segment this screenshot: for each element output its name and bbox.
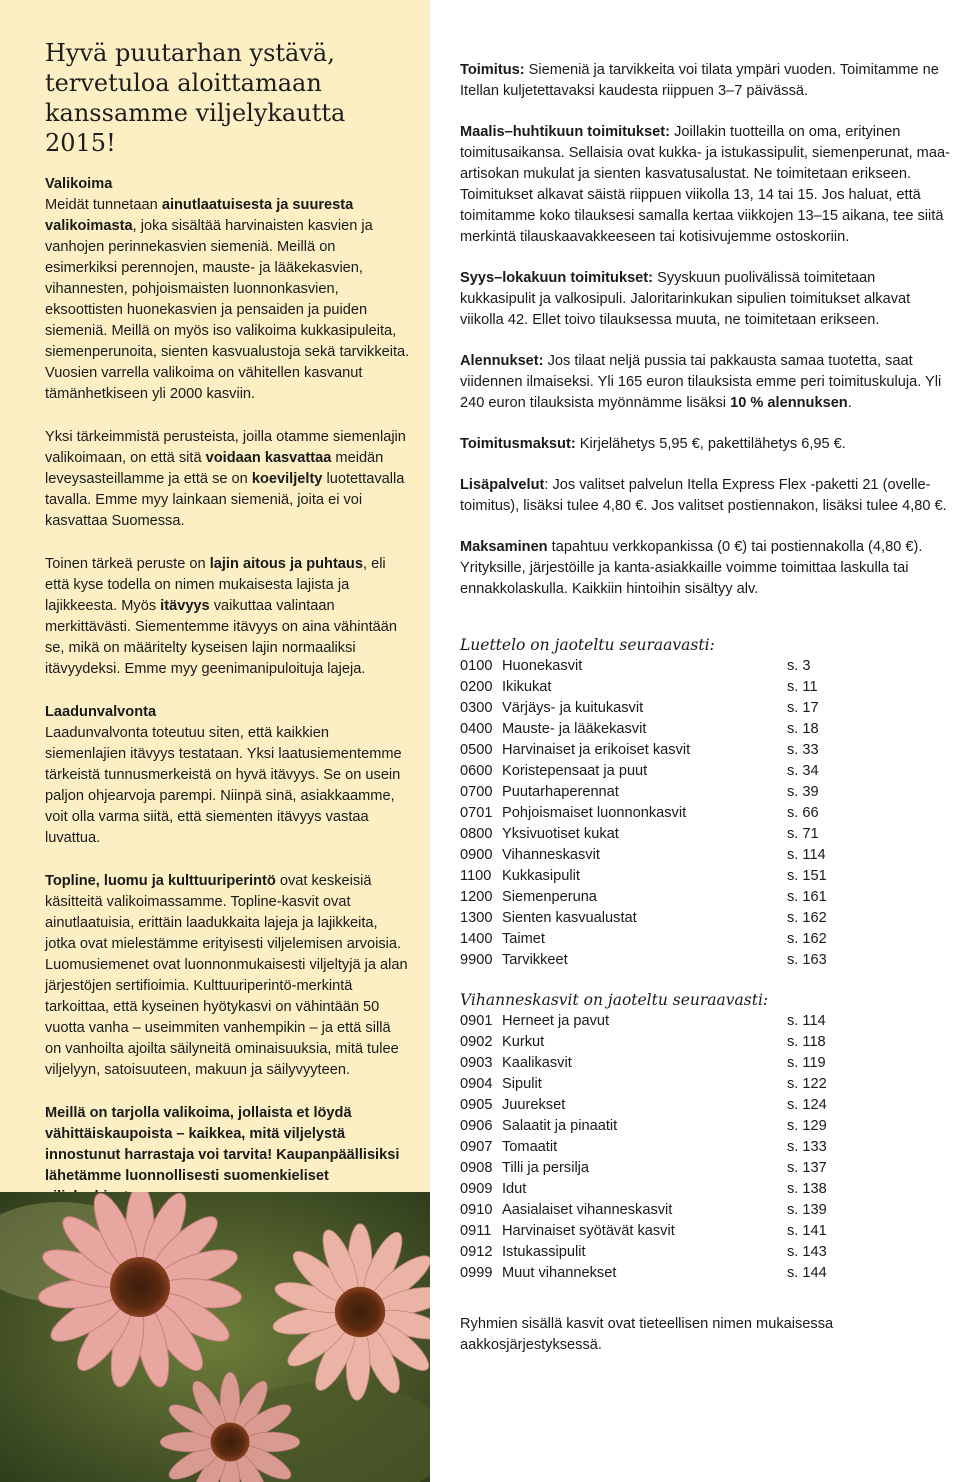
list-item-name: Pohjoismaiset luonnonkasvit <box>502 805 687 821</box>
list-item-code: 0907 <box>460 1139 493 1155</box>
list-item-name: Harvinaiset syötävät kasvit <box>502 1223 675 1239</box>
list-item-page: s. 144 <box>787 1265 827 1281</box>
list-item-code: 0200 <box>460 679 493 695</box>
list-item-code: 0600 <box>460 763 493 779</box>
list-item-name: Salaatit ja pinaatit <box>502 1118 618 1134</box>
list-item-code: 0700 <box>460 784 493 800</box>
list-item-page: s. 71 <box>787 826 819 842</box>
list-item-code: 0701 <box>460 805 493 821</box>
list-item <box>460 1263 837 1284</box>
list-item-name: Vihanneskasvit <box>502 847 600 863</box>
list-item <box>460 908 837 929</box>
list-item-code: 0902 <box>460 1034 493 1050</box>
list-item-page: s. 137 <box>787 1160 827 1176</box>
emphasis: itävyys <box>160 598 210 614</box>
text: : Jos valitset palvelun Itella Express Flex -paketti 21 (ovelle-toimitus), lisäksi tulee 4,80 €. Jos valitset postiennakon, lisäksi tulee 4,80 €. <box>460 477 947 514</box>
list-item-name: Idut <box>502 1181 527 1197</box>
list-item-page: s. 33 <box>787 742 819 758</box>
list-item-code: 0903 <box>460 1055 493 1071</box>
list-item-code: 9900 <box>460 952 493 968</box>
list-item-name: Tilli ja persilja <box>502 1160 590 1176</box>
list-item-code: 0901 <box>460 1013 493 1029</box>
list-item-name: Siemenperuna <box>502 889 597 905</box>
list-item-code: 0300 <box>460 700 493 716</box>
list-item-code: 0900 <box>460 847 493 863</box>
valikoima-heading: Valikoima <box>45 176 113 192</box>
list-item-name: Juurekset <box>502 1097 566 1113</box>
text: tapahtuu verkkopankissa (0 €) tai postiennakolla (4,80 €). Yrityksille, järjestöille ja kanta-asiakkaille voimme toimittaa laskulla tai ennakkolaskulla. Kaikkiin hintoihin sisältyy alv. <box>460 539 923 597</box>
list-item-page: s. 118 <box>787 1034 826 1050</box>
list-item-code: 1400 <box>460 931 493 947</box>
left-column <box>45 38 410 1230</box>
list-item-code: 0999 <box>460 1265 493 1281</box>
text: Meidät tunnetaan <box>45 197 162 213</box>
text: . <box>847 395 852 411</box>
alennukset-section <box>460 351 950 414</box>
maalis-section <box>460 122 950 248</box>
list-item-name: Mauste- ja lääkekasvit <box>502 721 647 737</box>
list-item <box>460 1095 837 1116</box>
list-item-page: s. 114 <box>787 847 826 863</box>
page-title <box>45 38 410 158</box>
list-item-name: Aasialaiset vihanneskasvit <box>502 1202 673 1218</box>
list-item-page: s. 18 <box>787 721 819 737</box>
list-item-page: s. 34 <box>787 763 819 779</box>
list-item <box>460 1053 837 1074</box>
list-item-code: 1100 <box>460 868 492 884</box>
list-item-name: Sienten kasvualustat <box>502 910 637 926</box>
valikoima-section <box>45 174 410 405</box>
syys-label: Syys–lokakuun toimitukset: <box>460 270 654 286</box>
list-item-name: Värjäys- ja kuitukasvit <box>502 700 644 716</box>
emphasis: Topline, luomu ja kulttuuriperintö <box>45 873 276 889</box>
vegetable-index-title: Vihanneskasvit on jaoteltu seuraavasti: <box>460 991 769 1009</box>
laadunvalvonta-section <box>45 702 410 849</box>
paragraph-topline <box>45 871 410 1081</box>
list-item-page: s. 114 <box>787 1013 826 1029</box>
text: ovat keskeisiä käsitteitä valikoimassamme. Topline-kasvit ovat ainutlaatuisia, erittäin laadukkaita lajeja ja lajikkeita, jotka ovat mielestämme erityisesti viljelemisen arvoisia. Luomusiemenet ovat luonnonmukaisesti viljeltyjä ja alan järjestöjen sertifioimia. Kulttuuriperintö-merkintä tarkoittaa, että kyseinen hyötykasvi on vähintään 50 vuotta vanha – useimmiten vanhempikin – ja että sillä on vanhoilta ajoilta säilyneitä ominaisuuksia, mitä tulee viljelyyn, satoisuuteen, makuun ja säilyvyyteen. <box>45 873 408 1078</box>
list-item <box>460 761 837 782</box>
list-item <box>460 1116 837 1137</box>
list-item <box>460 719 837 740</box>
emphasis: ainutlaatuisesta ja suuresta valikoimasta <box>45 197 354 234</box>
list-item <box>460 803 837 824</box>
text: Joillakin tuotteilla on oma, erityinen toimitusaikansa. Sellaisia ovat kukka- ja istukassipulit, siemenperunat, maa-artisokan mukulat ja sienten kasvatusalustat. Ne toimitetaan erikseen. Toimitukset alkavat säistä riippuen viikolla 13, 14 tai 15. Jos haluat, että toimitamme koko tilauksesi samalla kertaa viikkojen 13–15 aikana, tee siitä merkintä tilauskaavakkeeseen tai kotisivujemme ostoskoriin. <box>460 124 950 245</box>
syys-section <box>460 268 950 331</box>
list-item <box>460 1158 837 1179</box>
catalog-index-table <box>460 656 837 971</box>
list-item <box>460 845 837 866</box>
list-item-name: Harvinaiset ja erikoiset kasvit <box>502 742 691 758</box>
list-item <box>460 950 837 971</box>
list-item <box>460 1011 837 1032</box>
list-item <box>460 1032 837 1053</box>
vegetable-index <box>460 991 950 1284</box>
list-item <box>460 824 837 845</box>
list-item <box>460 1221 837 1242</box>
list-item-name: Istukassipulit <box>502 1244 586 1260</box>
list-item <box>460 1242 837 1263</box>
text: vaikuttaa valintaan merkittävästi. Siementemme itävyys on aina vähintään se, mikä on määritelty kyseisen lajin normaaliksi itävyydeksi. Emme myy geenimanipuloituja lajeja. <box>45 598 398 677</box>
text: meidän leveysasteillamme ja että se on <box>45 450 384 487</box>
text: Jos tilaat neljä pussia tai pakkausta samaa tuotetta, saat viidennen ilmaiseksi. Yli 165 euron tilauksista emme peri toimituskuluja. Yli 240 euron tilauksista myönnämme lisäksi <box>460 353 942 411</box>
list-item-code: 0800 <box>460 826 493 842</box>
list-item-name: Kurkut <box>502 1034 545 1050</box>
left-panel <box>0 0 430 1482</box>
list-item-code: 0904 <box>460 1076 493 1092</box>
list-item <box>460 887 837 908</box>
list-item-name: Puutarhaperennat <box>502 784 619 800</box>
list-item <box>460 656 837 677</box>
list-item-page: s. 66 <box>787 805 819 821</box>
list-item <box>460 1179 837 1200</box>
emphasis: koeviljelty <box>251 471 323 487</box>
list-item-name: Kukkasipulit <box>502 868 580 884</box>
list-item-name: Muut vihannekset <box>502 1265 617 1281</box>
list-item <box>460 1074 837 1095</box>
paragraph-growing <box>45 427 410 532</box>
list-item <box>460 782 837 803</box>
list-item <box>460 698 837 719</box>
list-item-page: s. 139 <box>787 1202 827 1218</box>
emphasis: lajin aitous ja puhtaus <box>209 556 363 572</box>
list-item-page: s. 162 <box>787 910 827 926</box>
text: Kirjelähetys 5,95 €, pakettilähetys 6,95 €. <box>575 436 846 452</box>
list-item-code: 0400 <box>460 721 493 737</box>
list-item-page: s. 133 <box>787 1139 827 1155</box>
list-item-code: 0500 <box>460 742 493 758</box>
text: Syyskuun puolivälissä toimitetaan kukkasipulit ja valkosipuli. Jaloritarinkukan sipulien toimitukset alkavat viikolla 42. Ellet toivo tilauksessa muuta, ne toimitetaan erikseen. <box>460 270 911 328</box>
list-item-name: Kaalikasvit <box>502 1055 572 1071</box>
lisapalvelut-label: Lisäpalvelut <box>460 477 545 493</box>
text: Toinen tärkeä peruste on <box>45 556 210 572</box>
list-item <box>460 740 837 761</box>
catalog-index-title: Luettelo on jaoteltu seuraavasti: <box>460 636 715 654</box>
list-item-code: 0906 <box>460 1118 493 1134</box>
list-item <box>460 677 837 698</box>
text: , joka sisältää harvinaisten kasvien ja vanhojen perinnekasvien siemeniä. Meillä on esimerkiksi perennojen, mauste- ja lääkekasvien, vihannesten, pohjoismaisten luonnonkasvien, eksoottisten huonekasvien ja pensaiden ja puiden siemeniä. Meillä on myös iso valikoima kukkasipuleita, siemenperunoita, sienten kasvualustoja sekä tarvikkeita. Vuosien varrella valikoima on vähitellen kasvanut tämänhetkiseen yli 2000 kasviin. <box>45 218 410 402</box>
emphasis: 10 % alennuksen <box>730 395 848 411</box>
footer-note: Ryhmien sisällä kasvit ovat tieteellisen nimen mukaisessa aakkosjärjestyksessä. <box>460 1316 834 1353</box>
list-item-page: s. 39 <box>787 784 819 800</box>
toimitusmaksut-section <box>460 434 950 455</box>
list-item-name: Ikikukat <box>502 679 552 695</box>
list-item-page: s. 3 <box>787 658 811 674</box>
lisapalvelut-section <box>460 475 950 517</box>
list-item-name: Tomaatit <box>502 1139 558 1155</box>
text: Laadunvalvonta toteutuu siten, että kaikkien siemenlajien itävyys testataan. Yksi laatusiementemme tärkeistä tunnusmerkeistä on hyvä itävyys. Se on usein paljon ohjearvoja parempi. Niinpä sinä, asiakkaamme, voit olla varma siitä, että siementen itävyys vastaa luvattua. <box>45 725 402 846</box>
list-item-page: s. 11 <box>787 679 818 695</box>
sunflower-photo <box>0 1192 430 1482</box>
list-item-code: 0912 <box>460 1244 493 1260</box>
list-item-page: s. 163 <box>787 952 827 968</box>
list-item-code: 0910 <box>460 1202 493 1218</box>
list-item <box>460 929 837 950</box>
list-item-name: Taimet <box>502 931 545 947</box>
list-item <box>460 1200 837 1221</box>
right-column <box>460 60 950 1376</box>
list-item-code: 1200 <box>460 889 493 905</box>
title-line: Hyvä puutarhan ystävä, <box>45 39 335 67</box>
list-item-page: s. 138 <box>787 1181 827 1197</box>
list-item-name: Yksivuotiset kukat <box>502 826 619 842</box>
toimitus-section <box>460 60 950 102</box>
list-item-page: s. 124 <box>787 1097 827 1113</box>
list-item-name: Huonekasvit <box>502 658 583 674</box>
paragraph-offer: Meillä on tarjolla valikoima, jollaista et löydä vähittäiskaupoista – kaikkea, mitä viljelystä innostunut harrastaja voi tarvita! Kaupanpäällisiksi lähetämme luonnollisesti suomenkieliset <box>45 1105 400 1184</box>
text: Yksi tärkeimmistä perusteista, joilla otamme siemenlajin valikoimaan, on että sitä <box>45 429 406 466</box>
list-item-page: s. 119 <box>787 1055 826 1071</box>
paragraph-purity <box>45 554 410 680</box>
list-item-name: Tarvikkeet <box>502 952 568 968</box>
list-item-name: Koristepensaat ja puut <box>502 763 648 779</box>
vegetable-index-table <box>460 1011 837 1284</box>
toimitus-label: Toimitus: <box>460 62 525 78</box>
list-item-page: s. 162 <box>787 931 827 947</box>
list-item-name: Herneet ja pavut <box>502 1013 610 1029</box>
list-item-page: s. 141 <box>787 1223 827 1239</box>
list-item-code: 1300 <box>460 910 493 926</box>
list-item-code: 0908 <box>460 1160 493 1176</box>
toimitusmaksut-label: Toimitusmaksut: <box>460 436 576 452</box>
list-item-page: s. 151 <box>787 868 827 884</box>
text: , eli että kyse todella on nimen mukaisesta lajista ja lajikkeesta. Myös <box>45 556 386 614</box>
maalis-label: Maalis–huhtikuun toimitukset: <box>460 124 671 140</box>
catalog-index <box>460 636 950 971</box>
list-item-code: 0905 <box>460 1097 493 1113</box>
emphasis: voidaan kasvattaa <box>205 450 332 466</box>
list-item-page: s. 17 <box>787 700 819 716</box>
list-item-page: s. 122 <box>787 1076 827 1092</box>
list-item-code: 0909 <box>460 1181 493 1197</box>
list-item-page: s. 161 <box>787 889 827 905</box>
text: luotettavalla tavalla. Emme myy lainkaan siemeniä, joita ei voi kasvattaa Suomessa. <box>45 471 405 529</box>
list-item <box>460 866 837 887</box>
list-item-page: s. 129 <box>787 1118 827 1134</box>
text: Siemeniä ja tarvikkeita voi tilata ympäri vuoden. Toimitamme ne Itellan kuljetettavaksi kaudesta riippuen 3–7 päivässä. <box>460 62 939 99</box>
list-item-page: s. 143 <box>787 1244 827 1260</box>
laadunvalvonta-heading: Laadunvalvonta <box>45 704 157 720</box>
list-item-code: 0100 <box>460 658 493 674</box>
list-item-name: Sipulit <box>502 1076 542 1092</box>
maksaminen-section <box>460 537 950 600</box>
title-line: tervetuloa aloittamaan <box>45 69 322 97</box>
title-line: kanssamme viljelykautta 2015! <box>45 99 346 157</box>
list-item-code: 0911 <box>460 1223 492 1239</box>
alennukset-label: Alennukset: <box>460 353 544 369</box>
list-item <box>460 1137 837 1158</box>
maksaminen-label: Maksaminen <box>460 539 548 555</box>
